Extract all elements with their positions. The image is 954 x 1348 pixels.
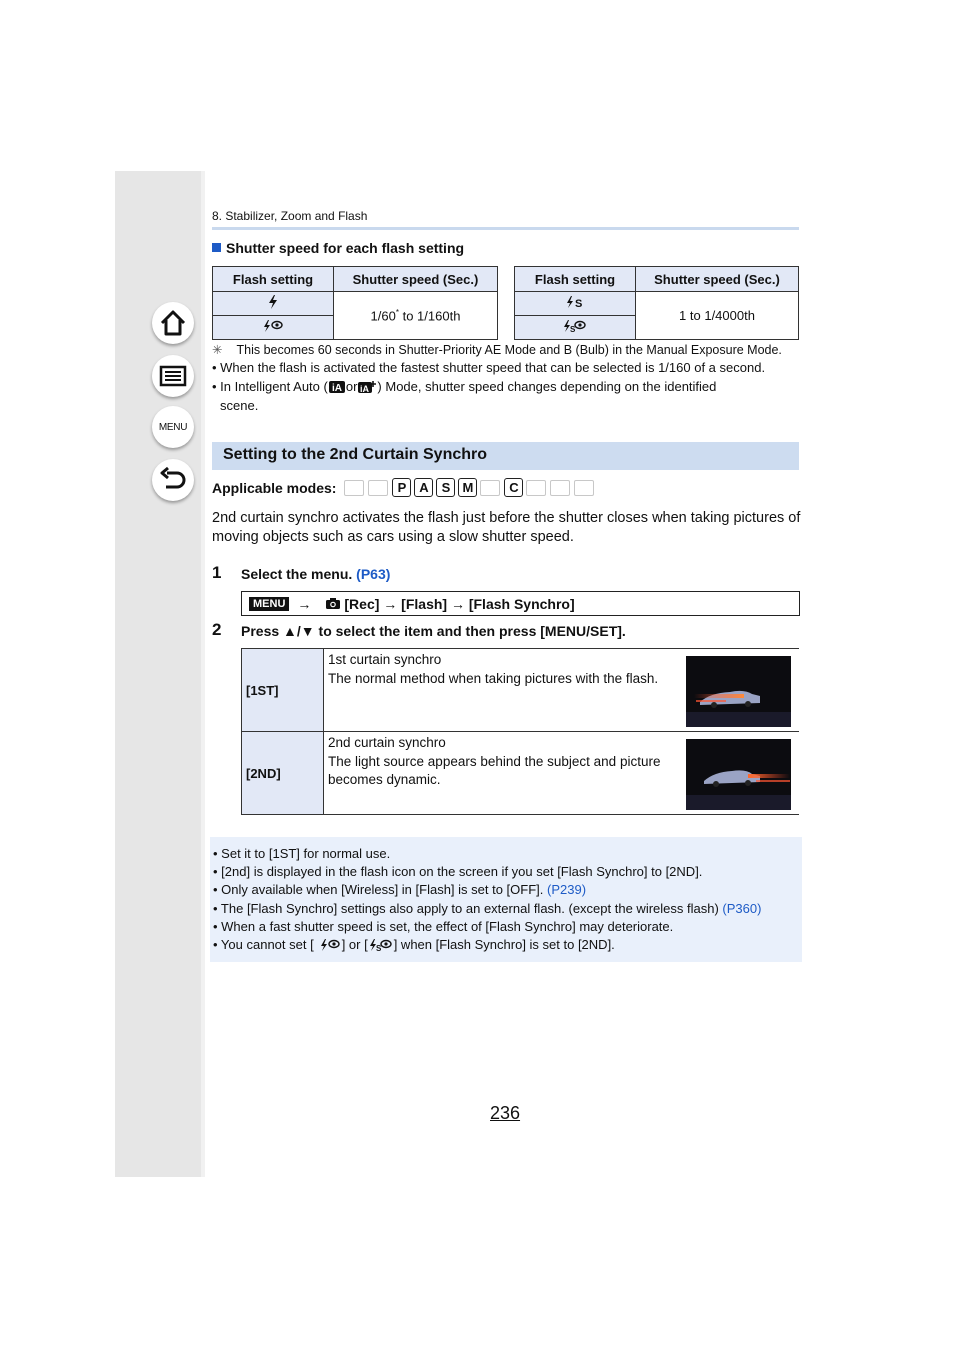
notes-box: [210, 837, 802, 962]
step2-text: Press ▲/▼ to select the item and then press [MENU/SET].: [241, 623, 626, 639]
synchro-description: 2nd curtain synchro activates the flash just before the shutter closes when taking pictures of moving objects such as cars using a slow shutter speed.: [212, 510, 801, 545]
camera-icon: [325, 597, 341, 610]
table-header: Shutter speed (Sec.): [334, 267, 498, 292]
table-header: Flash setting: [213, 267, 334, 292]
table-row: [242, 649, 800, 732]
mode-panorama-icon: [526, 480, 546, 496]
note-text: • You cannot set [: [213, 937, 314, 952]
note-item: • When a fast shutter speed is set, the effect of [Flash Synchro] may deteriorate.: [213, 919, 674, 934]
page-number: 236: [490, 1103, 521, 1123]
option-key: [2ND]: [242, 732, 324, 815]
mode-p-icon: P: [392, 478, 411, 497]
table-header: Flash setting: [515, 267, 636, 292]
menu-badge: MENU: [249, 597, 289, 611]
svg-text:iA: iA: [360, 384, 370, 394]
mode-s-icon: S: [436, 478, 455, 497]
flash-slow-redeye-icon: [563, 319, 587, 333]
table-row: [242, 732, 800, 815]
svg-text:S: S: [570, 325, 576, 333]
shutter-speed-cell: 1 to 1/4000th: [636, 292, 799, 340]
shutter-section-title-text: Shutter speed for each flash setting: [226, 240, 465, 256]
shutter-section-title: [212, 240, 464, 256]
note-text: ] or [: [341, 937, 368, 952]
note-item: [213, 901, 761, 916]
bullet-fast-shutter: • When the flash is activated the fastest shutter speed that can be selected is 1/160 of a second.: [212, 360, 766, 375]
mode-creative-icon: [574, 480, 594, 496]
mode-m-icon: M: [458, 478, 477, 497]
shutter-speed-cell: [334, 292, 498, 340]
mode-scn-icon: [550, 480, 570, 496]
note-link[interactable]: (P239): [547, 882, 587, 897]
note-link[interactable]: (P360): [722, 901, 762, 916]
example-photo-1st: [686, 656, 791, 727]
flash-redeye-icon: [263, 319, 283, 333]
flash-table-left: [212, 266, 498, 340]
note-item: • [2nd] is displayed in the flash icon on the screen if you set [Flash Synchro] to [2ND].: [213, 864, 703, 879]
contents-button[interactable]: [152, 355, 194, 397]
menu-path: [241, 591, 800, 616]
svg-text:S: S: [575, 298, 583, 309]
speed-suffix: to 1/160th: [398, 308, 461, 324]
flash-setting-cell: [213, 292, 334, 316]
header-rule: [212, 227, 799, 230]
bullet-continuation: scene.: [220, 398, 259, 413]
mode-ia-plus-icon: [368, 480, 388, 496]
option-description: [324, 649, 800, 732]
option-title: 1st curtain synchro: [328, 652, 442, 667]
mode-c-icon: C: [504, 478, 523, 497]
menu-arrow: →: [297, 595, 312, 612]
section-band: [212, 442, 799, 470]
synchro-options-table: [241, 648, 799, 815]
step-number: 2: [212, 620, 222, 639]
mode-a-icon: A: [414, 478, 433, 497]
flash-slow-redeye-icon: [368, 938, 394, 952]
option-key: [1ST]: [242, 649, 324, 732]
option-desc: The light source appears behind the subject and picture becomes dynamic.: [328, 753, 661, 787]
option-title: 2nd curtain synchro: [328, 735, 446, 750]
example-photo-2nd: [686, 739, 791, 810]
menu-button[interactable]: [152, 406, 194, 448]
note-item: • Set it to [1ST] for normal use.: [213, 846, 391, 861]
menu-icon: MENU: [158, 421, 188, 433]
step-number: 1: [212, 563, 222, 582]
menu-path-text: [Rec] → [Flash] → [Flash Synchro]: [344, 595, 575, 612]
footnote-text: This becomes 60 seconds in Shutter-Priority AE Mode and B (Bulb) in the Manual Exposure Mode.: [236, 343, 782, 357]
svg-text:iA: iA: [331, 383, 342, 394]
table-header: Shutter speed (Sec.): [636, 267, 799, 292]
bullet-text: • In Intelligent Auto (: [212, 379, 328, 394]
flash-table-right: [514, 266, 799, 340]
flash-setting-cell: [213, 316, 334, 340]
note-text: • Only available when [Wireless] in [Flash] is set to [OFF].: [213, 882, 544, 897]
note-text: ] when [Flash Synchro] is set to [2ND].: [393, 937, 615, 952]
note-item: [213, 882, 586, 897]
svg-text:S: S: [375, 943, 382, 952]
bullet-text: ) Mode, shutter speed changes depending on the identified: [377, 379, 717, 394]
intelligent-auto-icon: [328, 380, 346, 394]
back-icon: [158, 465, 188, 495]
home-icon: [158, 308, 188, 338]
step1-link[interactable]: (P63): [356, 566, 391, 582]
note-text: • The [Flash Synchro] settings also apply to an external flash. (except the wireless flash): [213, 901, 719, 916]
list-icon: [158, 361, 188, 391]
flash-icon: [268, 295, 278, 309]
square-bullet-icon: [212, 243, 221, 252]
sidebar-edge: [201, 171, 205, 1177]
mode-movie-icon: [480, 480, 500, 496]
option-desc: The normal method when taking pictures with the flash.: [328, 670, 659, 686]
applicable-modes: [212, 478, 598, 497]
flash-redeye-icon: [314, 938, 342, 952]
footnote-mark: *: [395, 307, 399, 317]
step1: [241, 566, 390, 582]
intelligent-auto-plus-icon: [357, 380, 377, 394]
mode-ia-icon: [344, 480, 364, 496]
option-description: [324, 732, 800, 815]
note-item: [213, 937, 615, 952]
step1-text: Select the menu.: [241, 566, 353, 582]
back-button[interactable]: [152, 459, 194, 501]
speed-prefix: 1/60: [370, 308, 396, 324]
bullet-text: or: [345, 379, 358, 394]
bullet-intelligent-auto: [212, 378, 716, 396]
section-title: Setting to the 2nd Curtain Synchro: [223, 446, 488, 463]
flash-setting-cell: [515, 292, 636, 316]
flash-slow-icon: [566, 295, 584, 309]
footnote-mark: ✳: [212, 343, 223, 357]
home-button[interactable]: [152, 302, 194, 344]
flash-setting-cell: [515, 316, 636, 340]
breadcrumb: 8. Stabilizer, Zoom and Flash: [212, 209, 368, 223]
applicable-label: Applicable modes:: [212, 479, 337, 496]
footnote: [212, 341, 782, 359]
